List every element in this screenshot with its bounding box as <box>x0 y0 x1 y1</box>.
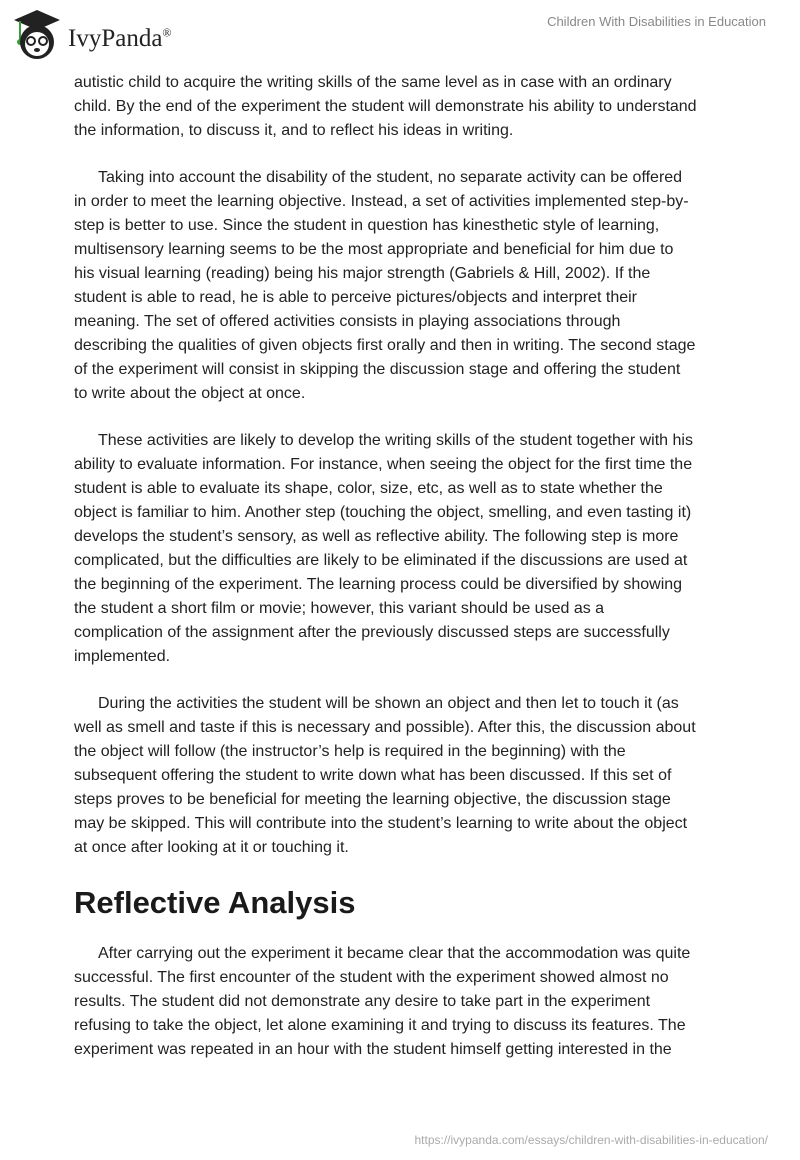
paragraph <box>74 942 734 1062</box>
brand-name: IvyPanda <box>68 25 163 52</box>
text-line: in order to meet the learning objective. Instead, a set of activities implemented step-by- <box>74 193 689 210</box>
text-line: complication of the assignment after the previously discussed steps are successfully <box>74 624 670 641</box>
section-heading: Reflective Analysis <box>74 885 356 920</box>
text-line: the information, to discuss it, and to reflect his ideas in writing. <box>74 122 514 139</box>
paragraph <box>74 692 734 860</box>
paragraph <box>74 71 734 143</box>
text-line: the object will follow (the instructor’s help is required in the beginning) with the <box>74 743 626 760</box>
paragraph <box>74 429 734 669</box>
text-line: student is able to read, he is able to perceive pictures/objects and interpret their <box>74 289 637 306</box>
text-line: his visual learning (reading) being his major strength (Gabriels & Hill, 2002). If the <box>74 265 651 282</box>
text-line: After carrying out the experiment it became clear that the accommodation was quite <box>98 945 691 962</box>
text-line: implemented. <box>74 648 171 665</box>
text-line: may be skipped. This will contribute into the student’s learning to write about the object <box>74 815 688 832</box>
text-line: autistic child to acquire the writing skills of the same level as in case with an ordinary <box>74 74 672 91</box>
panda-graduate-icon <box>12 8 62 62</box>
text-line: at once after looking at it or touching it. <box>74 839 349 856</box>
text-line: steps proves to be beneficial for meeting the learning objective, the discussion stage <box>74 791 671 808</box>
essay-content <box>74 71 734 1085</box>
text-line: step is better to use. Since the student in question has kinesthetic style of learning, <box>74 217 660 234</box>
text-line: subsequent offering the student to write down what has been discussed. If this set of <box>74 767 672 784</box>
source-url[interactable]: https://ivypanda.com/essays/children-with-disabilities-in-education/ <box>414 1133 768 1147</box>
text-line: During the activities the student will be shown an object and then let to touch it (as <box>98 695 679 712</box>
text-line: of the experiment will consist in skipping the discussion stage and offering the student <box>74 361 681 378</box>
text-line: results. The student did not demonstrate any desire to take part in the experiment <box>74 993 651 1010</box>
text-line: object is familiar to him. Another step (touching the object, smelling, and even tasting it) <box>74 504 692 521</box>
ivypanda-logo[interactable] <box>12 8 172 62</box>
text-line: describing the qualities of given objects first orally and then in writing. The second stage <box>74 337 696 354</box>
registered-mark: ® <box>162 25 172 40</box>
text-line: develops the student’s sensory, as well as reflective ability. The following step is more <box>74 528 679 545</box>
text-line: ability to evaluate information. For instance, when seeing the object for the first time the <box>74 456 693 473</box>
text-line: These activities are likely to develop the writing skills of the student together with his <box>98 432 693 449</box>
text-line: Taking into account the disability of the student, no separate activity can be offered <box>98 169 683 186</box>
text-line: complicated, but the difficulties are likely to be eliminated if the discussions are used at <box>74 552 688 569</box>
text-line: the student a short film or movie; however, this variant should be used as a <box>74 600 605 617</box>
document-title: Children With Disabilities in Education <box>547 14 766 29</box>
text-line: successful. The first encounter of the student with the experiment showed almost no <box>74 969 669 986</box>
text-line: well as smell and taste if this is necessary and possible). After this, the discussion about <box>74 719 696 736</box>
text-line: to write about the object at once. <box>74 385 306 402</box>
text-line: experiment was repeated in an hour with the student himself getting interested in the <box>74 1041 672 1058</box>
text-line: multisensory learning seems to be the most appropriate and beneficial for him due to <box>74 241 674 258</box>
text-line: the beginning of the experiment. The learning process could be diversified by showing <box>74 576 683 593</box>
text-line: meaning. The set of offered activities consists in playing associations through <box>74 313 621 330</box>
paragraph <box>74 166 734 406</box>
text-line: student is able to evaluate its shape, color, size, etc, as well as to state whether the <box>74 480 663 497</box>
text-line: refusing to take the object, let alone examining it and trying to discuss its features. The <box>74 1017 686 1034</box>
text-line: child. By the end of the experiment the student will demonstrate his ability to understand <box>74 98 697 115</box>
